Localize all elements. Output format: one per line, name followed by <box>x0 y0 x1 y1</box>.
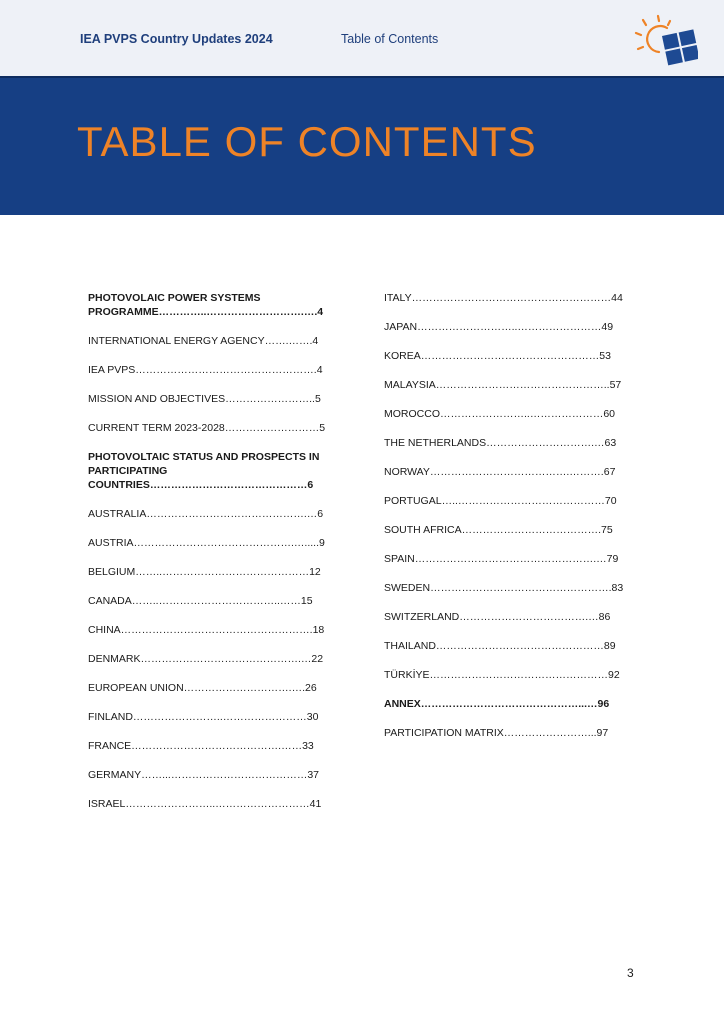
toc-entry-mission[interactable]: MISSION AND OBJECTIVES……………………..5 <box>88 393 321 405</box>
toc-entry-spain[interactable]: SPAIN…………………………………………….…79 <box>384 553 619 565</box>
toc-left-column <box>88 291 338 826</box>
page-number: 3 <box>627 966 634 980</box>
toc-entry-malaysia[interactable]: MALAYSIA…………………………………………..57 <box>384 379 622 391</box>
toc-entry-belgium[interactable]: BELGIUM……..……………………………………12 <box>88 566 321 578</box>
toc-entry-france[interactable]: FRANCE…………………………………….……33 <box>88 740 314 752</box>
toc-entry-annex[interactable]: ANNEX………………………………………...…96 <box>384 698 610 710</box>
toc-entry-austria[interactable]: AUSTRIA……………………………………….….....9 <box>88 537 325 549</box>
toc-entry-norway[interactable]: NORWAY………………………………….……….67 <box>384 466 616 478</box>
document-title: IEA PVPS Country Updates 2024 <box>80 32 273 46</box>
toc-entry-denmark[interactable]: DENMARK……………………………………….…22 <box>88 653 324 665</box>
toc-entry-pv-status[interactable]: PHOTOVOLTAIC STATUS AND PROSPECTS IN PARTICIPATING COUNTRIES………………………………………6 <box>88 451 320 491</box>
toc-entry-italy[interactable]: ITALY…………………………………………………44 <box>384 292 623 304</box>
toc-entry-korea[interactable]: KOREA……………………………………………53 <box>384 350 611 362</box>
toc-entry-portugal[interactable]: PORTUGAL…..……………………………………70 <box>384 495 617 507</box>
toc-right-column <box>384 291 636 755</box>
toc-entry-germany[interactable]: GERMANY……...…………………………………37 <box>88 769 320 781</box>
toc-entry-south-africa[interactable]: SOUTH AFRICA………………………………….75 <box>384 524 613 536</box>
toc-entry-turkiye[interactable]: TÜRKİYE……………………………………………92 <box>384 669 620 681</box>
toc-entry-australia[interactable]: AUSTRALIA……………………………………….…6 <box>88 508 324 520</box>
toc-entry-canada[interactable]: CANADA……..……………………………..……15 <box>88 595 313 607</box>
title-banner <box>0 76 724 215</box>
toc-entry-switzerland[interactable]: SWITZERLAND……………………………….…86 <box>384 611 611 623</box>
toc-entry-iea-pvps[interactable]: IEA PVPS…………………………………………….4 <box>88 364 323 376</box>
toc-entry-netherlands[interactable]: THE NETHERLANDS………………………….…63 <box>384 437 617 449</box>
toc-entry-participation-matrix[interactable]: PARTICIPATION MATRIX……………………...97 <box>384 727 609 739</box>
toc-entry-pvps-programme[interactable]: PHOTOVOLAIC POWER SYSTEMS PROGRAMME…………..……………………….….4 <box>88 292 324 318</box>
toc-entry-china[interactable]: CHINA……………………………………………….18 <box>88 624 325 636</box>
toc-entry-finland[interactable]: FINLAND……………………..……………………30 <box>88 711 319 723</box>
section-title: Table of Contents <box>341 32 439 46</box>
toc-entry-iea[interactable]: INTERNATIONAL ENERGY AGENCY…….…….4 <box>88 335 319 347</box>
toc-entry-sweden[interactable]: SWEDEN…………………………………………….83 <box>384 582 624 594</box>
toc-entry-thailand[interactable]: THAILAND…………………………………………89 <box>384 640 616 652</box>
iea-pvps-logo-icon <box>632 14 698 72</box>
toc-entry-israel[interactable]: ISRAEL……………………..………………………41 <box>88 798 322 810</box>
toc-entry-morocco[interactable]: MOROCCO……………………..…………………60 <box>384 408 616 420</box>
toc-entry-japan[interactable]: JAPAN………………………..……………………49 <box>384 321 614 333</box>
header-bar <box>0 0 724 76</box>
toc-entry-current-term[interactable]: CURRENT TERM 2023-2028………………………5 <box>88 422 326 434</box>
toc-entry-european-union[interactable]: EUROPEAN UNION………………………….….26 <box>88 682 317 694</box>
page-title: TABLE OF CONTENTS <box>77 118 537 165</box>
